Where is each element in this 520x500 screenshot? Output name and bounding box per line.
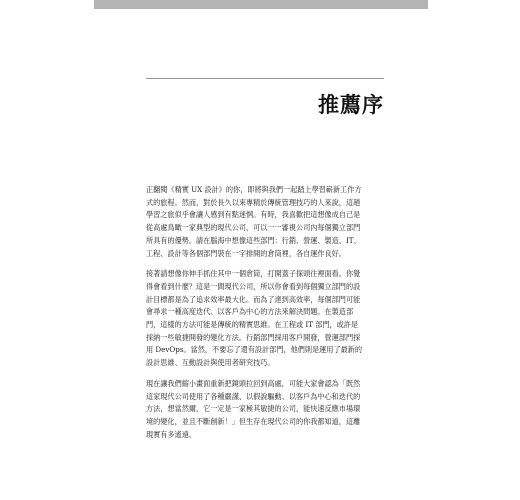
text-line: 現實有多遙遠。 bbox=[146, 429, 196, 439]
text-line: 式的旅程。然而，對於長久以來專精於傳統管理技巧的人來說，這趟 bbox=[146, 197, 361, 207]
text-line: 接著請想像你伸手抓住其中一個倉筒，打開蓋子探頭往裡面看。你覺 bbox=[146, 269, 361, 279]
text-line: 採納一些敏捷開發的變化方法。行銷部門採用客戶開發，營運部門採 bbox=[146, 332, 361, 342]
text-line: 門，這樣的方法可能是傳統的精實思維。在工程或 IT 部門，或許是 bbox=[146, 320, 359, 330]
text-line: 正翻閱《精實 UX 設計》的你，即將與我們一起踏上學習嶄新工作方 bbox=[146, 185, 362, 194]
text-line: 這家現代公司使用了各種嚴謹、以假說驅動、以客戶為中心和迭代的 bbox=[146, 391, 361, 401]
title-rule bbox=[146, 78, 384, 79]
text-line: 工程、設計等各個部門裝在一字排開的倉筒裡，各自運作良好。 bbox=[146, 248, 346, 258]
page-title: 推薦序 bbox=[318, 93, 384, 117]
paragraph-3 bbox=[146, 378, 384, 442]
text-line: 方法，想當然爾，它一定是一家極其敏捷的公司，能快速反應市場環 bbox=[146, 404, 361, 414]
text-line: 所具有的優勢。請在腦海中想像這些部門：行銷、營運、製造、IT、 bbox=[146, 235, 361, 245]
text-line: 用 DevOps。當然，不要忘了還有設計部門，他們則是運用了最新的 bbox=[146, 345, 363, 355]
paragraph-1 bbox=[146, 184, 384, 260]
text-line: 境的變化，並且不斷創新！」但生存在現代公司的你我都知道，這離 bbox=[146, 416, 361, 426]
body-text bbox=[146, 184, 384, 449]
text-line: 計目標都是為了追求效率最大化。而為了達到高效率，每個部門可能 bbox=[146, 294, 361, 304]
text-line: 會尋求一種高度迭代、以客戶為中心的方法來解決問題。在製造部 bbox=[146, 307, 354, 317]
top-gray-bar bbox=[94, 0, 428, 9]
text-line: 設計思維、互動設計與使用者研究技巧。 bbox=[146, 358, 275, 368]
text-line: 得會看到什麼？這是一間現代公司，所以你會看到每個獨立部門的設 bbox=[146, 281, 361, 291]
text-line: 現在讓我們縮小畫面重新把鏡頭拉回到高處，可能大家會認為「既然 bbox=[146, 378, 361, 388]
paragraph-2 bbox=[146, 268, 384, 370]
text-line: 從高處鳥瞰一家典型的現代公司，可以一一審視公司內每個獨立部門 bbox=[146, 223, 361, 233]
text-line: 學習之旅似乎會讓人感到有點迷惘。有時，我喜歡把這想像成自己是 bbox=[146, 210, 361, 220]
